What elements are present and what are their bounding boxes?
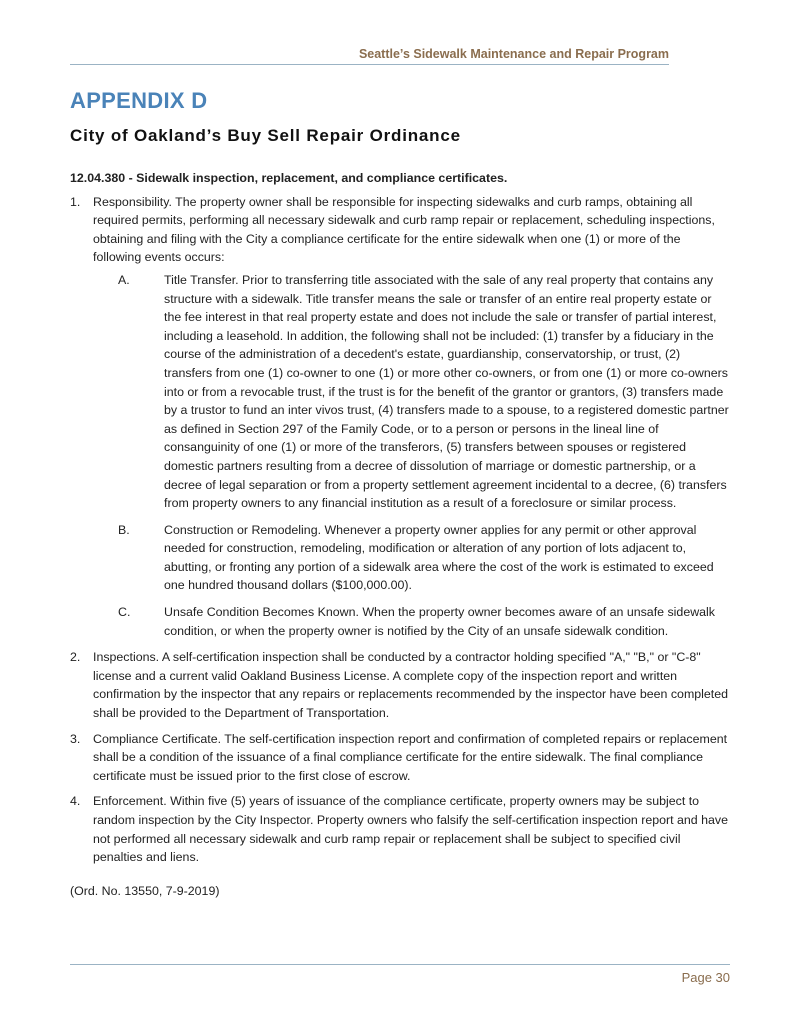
item-text: Title Transfer. Prior to transferring title associated with the sale of any real property that contains any structure with a sidewalk. Title transfer means the sale or transfer of an entire real property estate or the fee interest in that real property estate and does not include the sale or transfer of partial interest, including a leasehold. In addition, the following shall not be included: (1) transfer by a fiduciary in the course of the administration of a decedent's estate, guardianship, conservatorship, or trust, (2) transfers from one (1) co-owner to one (1) or more other co-owners, or from one (1) or more co-owners into or from a revocable trust, if the trust is for the benefit of the grantor or grantors, (3) transfers made by a trustor to fund an inter vivos trust, (4) transfers made to a spouse, to a registered domestic partner as defined in Section 297 of the Family Code, or to a person or persons in the lineal line of consanguinity of one (1) or more of the transferors, (5) transfers between spouses or registered domestic partners resulting from a decree of dissolution of marriage or domestic partnership, or a decree of legal separation or from a property settlement agreement incidental to a decree, (6) transfers from property owners to any financial institution as a result of a foreclosure or similar process. xyxy=(164,272,729,511)
event-item-construction xyxy=(93,521,730,595)
ordinance-body xyxy=(70,169,730,913)
item-text: Responsibility. The property owner shall be responsible for inspecting sidewalks and curb ramps, obtaining all required permits, performing all necessary sidewalk and curb ramp repair or replacement, scheduling inspections, obtaining and filing with the City a compliance certificate for the entire sidewalk when one (1) or more of the following events occurs: xyxy=(93,194,715,265)
provision-list xyxy=(70,193,730,867)
appendix-title: APPENDIX D xyxy=(70,88,208,113)
item-letter: C. xyxy=(118,605,131,620)
provision-item-compliance-certificate xyxy=(70,730,730,786)
ordinance-subtitle: City of Oakland’s Buy Sell Repair Ordinance xyxy=(70,126,461,145)
item-text: Inspections. A self-certification inspection shall be conducted by a contractor holding specified "A," "B," or "C-8" license and a current valid Oakland Business License. A complete copy of the inspection report and written confirmation by the inspector that any repairs or replacements recommended by the inspector have been completed shall be provided to the Department of Transportation. xyxy=(93,650,729,721)
item-letter: B. xyxy=(118,522,130,537)
ordinance-citation: (Ord. No. 13550, 7-9-2019) xyxy=(70,883,220,898)
item-text: Compliance Certificate. The self-certification inspection report and confirmation of completed repairs or replacement shall be a condition of the issuance of a final compliance certificate for the entire sidewalk. The final compliance certificate must be issued prior to the first close of escrow. xyxy=(93,731,728,783)
event-item-unsafe-condition xyxy=(93,603,730,640)
item-number: 3. xyxy=(70,731,81,746)
section-heading: 12.04.380 - Sidewalk inspection, replacement, and compliance certificates. xyxy=(70,171,508,185)
item-number: 1. xyxy=(70,194,81,209)
provision-item-enforcement xyxy=(70,792,730,866)
item-number: 4. xyxy=(70,794,81,809)
page-number: Page 30 xyxy=(681,970,730,985)
item-number: 2. xyxy=(70,650,81,665)
item-letter: A. xyxy=(118,272,130,287)
item-text: Enforcement. Within five (5) years of issuance of the compliance certificate, property owners may be subject to random inspection by the City Inspector. Property owners who falsify the self-certification inspection report and have not performed all necessary sidewalk and curb ramp repair or replacement shall be subject to specified civil penalties and liens. xyxy=(93,794,728,865)
provision-item-inspections xyxy=(70,648,730,722)
running-header: Seattle’s Sidewalk Maintenance and Repair Program xyxy=(70,47,669,65)
event-item-title-transfer xyxy=(93,271,730,513)
provision-item-responsibility xyxy=(70,193,730,641)
item-text: Construction or Remodeling. Whenever a property owner applies for any permit or other approval needed for construction, remodeling, modification or alteration of any portion of lots adjacent to, abutting, or fronting any portion of a sidewalk area where the cost of the work is estimated to exceed one hundred thousand dollars ($100,000.00). xyxy=(164,522,714,593)
item-text: Unsafe Condition Becomes Known. When the property owner becomes aware of an unsafe sidewalk condition, or when the property owner is notified by the City of an unsafe sidewalk condition. xyxy=(164,605,715,638)
footer-divider xyxy=(70,964,730,965)
event-list xyxy=(93,271,730,640)
